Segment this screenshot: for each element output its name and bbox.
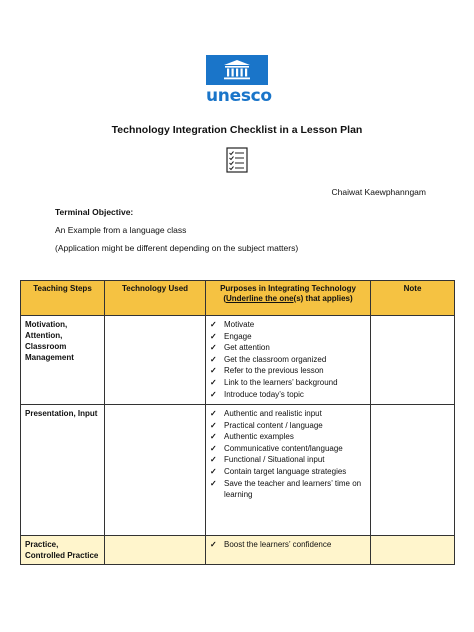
purpose-item: ✓ Practical content / language — [210, 420, 366, 432]
purposes-list — [210, 408, 366, 501]
document-title: Technology Integration Checklist in a Lesson Plan — [111, 124, 363, 136]
purpose-item: ✓ Functional / Situational input — [210, 454, 366, 466]
table-header-row — [21, 281, 455, 316]
purposes-list — [210, 539, 366, 551]
objective-label: Terminal Objective: — [55, 207, 134, 217]
logo-text: unesco — [206, 86, 272, 106]
purpose-item: ✓ Authentic examples — [210, 431, 366, 443]
objective-line-1: An Example from a language class — [55, 225, 187, 235]
purpose-item: ✓ Refer to the previous lesson — [210, 365, 366, 377]
purpose-item: ✓ Motivate — [210, 319, 366, 331]
objective-line-2: (Application might be different depending on the subject matters) — [55, 243, 299, 253]
unesco-logo — [206, 55, 272, 106]
temple-icon — [206, 55, 268, 85]
purpose-item: ✓ Save the teacher and learners’ time on learning — [210, 478, 366, 501]
purpose-item: ✓ Get attention — [210, 342, 366, 354]
header-purposes-title: Purposes in Integrating Technology — [220, 284, 356, 293]
technology-cell — [105, 536, 206, 565]
note-cell — [371, 316, 455, 405]
header-applies-text: (s) that applies) — [293, 294, 353, 303]
author-name: Chaiwat Kaewphanngam — [331, 187, 426, 197]
step-cell: Motivation, Attention, Classroom Management — [21, 316, 105, 405]
table-row — [21, 405, 455, 536]
table-row — [21, 536, 455, 565]
technology-cell — [105, 405, 206, 536]
note-cell — [371, 405, 455, 536]
purpose-item: ✓ Boost the learners’ confidence — [210, 539, 366, 551]
checklist-table — [20, 280, 455, 565]
purpose-item: ✓ Engage — [210, 331, 366, 343]
step-cell: Presentation, Input — [21, 405, 105, 536]
header-purposes — [206, 281, 371, 316]
purpose-item: ✓ Get the classroom organized — [210, 354, 366, 366]
checklist-icon — [226, 147, 248, 173]
purpose-item: ✓ Link to the learners’ background — [210, 377, 366, 389]
header-teaching-steps: Teaching Steps — [21, 281, 105, 316]
purpose-item: ✓ Contain target language strategies — [210, 466, 366, 478]
header-technology-used: Technology Used — [105, 281, 206, 316]
purpose-item: ✓ Introduce today’s topic — [210, 389, 366, 401]
header-note: Note — [371, 281, 455, 316]
purposes-cell — [206, 316, 371, 405]
technology-cell — [105, 316, 206, 405]
purpose-item: ✓ Authentic and realistic input — [210, 408, 366, 420]
table-row — [21, 316, 455, 405]
purposes-cell — [206, 405, 371, 536]
purposes-cell — [206, 536, 371, 565]
header-paren-open: ( — [223, 294, 226, 303]
purpose-item: ✓ Communicative content/language — [210, 443, 366, 455]
purposes-list — [210, 319, 366, 400]
step-cell: Practice, Controlled Practice — [21, 536, 105, 565]
note-cell — [371, 536, 455, 565]
header-underline-text: Underline the one — [225, 294, 294, 303]
